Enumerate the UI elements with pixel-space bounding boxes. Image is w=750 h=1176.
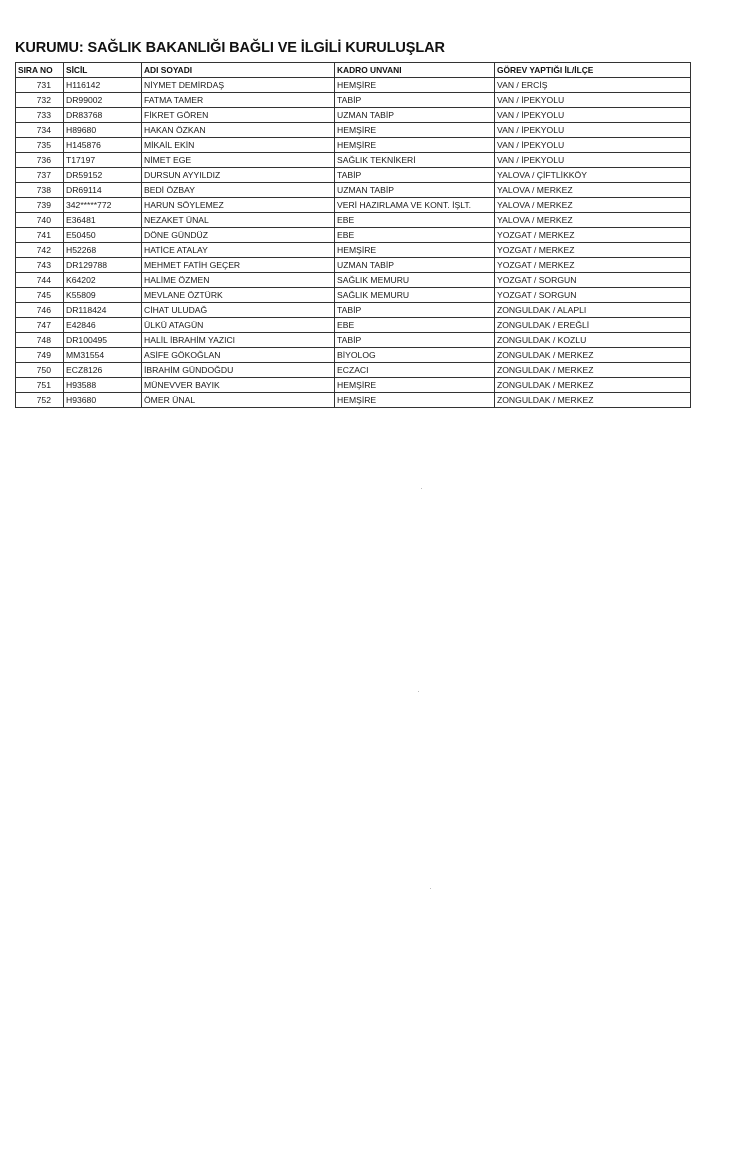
- cell-kadro-unvani: HEMŞİRE: [335, 378, 495, 393]
- cell-gorev-yeri: YOZGAT / MERKEZ: [495, 258, 691, 273]
- cell-kadro-unvani: HEMŞİRE: [335, 243, 495, 258]
- cell-sicil: DR99002: [64, 93, 142, 108]
- cell-gorev-yeri: ZONGULDAK / MERKEZ: [495, 378, 691, 393]
- cell-sira-no: 738: [16, 183, 64, 198]
- cell-adi-soyadi: HALİL İBRAHİM YAZICI: [142, 333, 335, 348]
- cell-adi-soyadi: FİKRET GÖREN: [142, 108, 335, 123]
- cell-adi-soyadi: ÜLKÜ ATAGÜN: [142, 318, 335, 333]
- cell-gorev-yeri: YOZGAT / MERKEZ: [495, 243, 691, 258]
- table-row: [16, 288, 691, 303]
- cell-adi-soyadi: DÖNE GÜNDÜZ: [142, 228, 335, 243]
- cell-adi-soyadi: ÖMER ÜNAL: [142, 393, 335, 408]
- cell-sicil: K55809: [64, 288, 142, 303]
- cell-adi-soyadi: MÜNEVVER BAYIK: [142, 378, 335, 393]
- cell-sira-no: 747: [16, 318, 64, 333]
- table-row: [16, 303, 691, 318]
- cell-gorev-yeri: VAN / İPEKYOLU: [495, 123, 691, 138]
- cell-sira-no: 734: [16, 123, 64, 138]
- cell-gorev-yeri: YALOVA / MERKEZ: [495, 213, 691, 228]
- cell-sicil: DR59152: [64, 168, 142, 183]
- cell-sicil: H145876: [64, 138, 142, 153]
- cell-sicil: MM31554: [64, 348, 142, 363]
- cell-sira-no: 739: [16, 198, 64, 213]
- cell-sicil: DR69114: [64, 183, 142, 198]
- cell-adi-soyadi: MİKAİL EKİN: [142, 138, 335, 153]
- cell-sicil: E50450: [64, 228, 142, 243]
- cell-adi-soyadi: İBRAHİM GÜNDOĞDU: [142, 363, 335, 378]
- cell-gorev-yeri: ZONGULDAK / MERKEZ: [495, 393, 691, 408]
- cell-gorev-yeri: VAN / İPEKYOLU: [495, 138, 691, 153]
- cell-kadro-unvani: UZMAN TABİP: [335, 258, 495, 273]
- cell-adi-soyadi: HALİME ÖZMEN: [142, 273, 335, 288]
- cell-sira-no: 750: [16, 363, 64, 378]
- cell-sicil: H93680: [64, 393, 142, 408]
- cell-sira-no: 736: [16, 153, 64, 168]
- cell-sicil: K64202: [64, 273, 142, 288]
- scan-speck: [418, 691, 419, 692]
- cell-sicil: E36481: [64, 213, 142, 228]
- table-row: [16, 138, 691, 153]
- table-row: [16, 333, 691, 348]
- cell-sira-no: 751: [16, 378, 64, 393]
- cell-adi-soyadi: MEVLANE ÖZTÜRK: [142, 288, 335, 303]
- cell-kadro-unvani: TABİP: [335, 333, 495, 348]
- table-row: [16, 258, 691, 273]
- cell-sira-no: 732: [16, 93, 64, 108]
- cell-kadro-unvani: HEMŞİRE: [335, 393, 495, 408]
- cell-sira-no: 752: [16, 393, 64, 408]
- page-title: KURUMU: SAĞLIK BAKANLIĞI BAĞLI VE İLGİLİ KURULUŞLAR: [15, 40, 445, 56]
- cell-kadro-unvani: HEMŞİRE: [335, 138, 495, 153]
- table-row: [16, 213, 691, 228]
- cell-kadro-unvani: EBE: [335, 228, 495, 243]
- cell-kadro-unvani: EBE: [335, 213, 495, 228]
- table-row: [16, 363, 691, 378]
- table-row: [16, 393, 691, 408]
- cell-gorev-yeri: ZONGULDAK / MERKEZ: [495, 363, 691, 378]
- cell-adi-soyadi: BEDİ ÖZBAY: [142, 183, 335, 198]
- cell-kadro-unvani: SAĞLIK MEMURU: [335, 288, 495, 303]
- cell-kadro-unvani: EBE: [335, 318, 495, 333]
- cell-gorev-yeri: YALOVA / MERKEZ: [495, 198, 691, 213]
- cell-adi-soyadi: HAKAN ÖZKAN: [142, 123, 335, 138]
- cell-gorev-yeri: ZONGULDAK / EREĞLİ: [495, 318, 691, 333]
- cell-adi-soyadi: FATMA TAMER: [142, 93, 335, 108]
- table-row: [16, 108, 691, 123]
- cell-gorev-yeri: YALOVA / ÇİFTLİKKÖY: [495, 168, 691, 183]
- cell-sira-no: 748: [16, 333, 64, 348]
- cell-sira-no: 741: [16, 228, 64, 243]
- cell-gorev-yeri: ZONGULDAK / KOZLU: [495, 333, 691, 348]
- cell-sira-no: 745: [16, 288, 64, 303]
- cell-gorev-yeri: ZONGULDAK / ALAPLI: [495, 303, 691, 318]
- cell-kadro-unvani: UZMAN TABİP: [335, 183, 495, 198]
- cell-sira-no: 749: [16, 348, 64, 363]
- cell-sicil: DR129788: [64, 258, 142, 273]
- table-row: [16, 123, 691, 138]
- cell-kadro-unvani: HEMŞİRE: [335, 123, 495, 138]
- cell-kadro-unvani: UZMAN TABİP: [335, 108, 495, 123]
- table-row: [16, 228, 691, 243]
- cell-sira-no: 744: [16, 273, 64, 288]
- cell-adi-soyadi: NİMET EGE: [142, 153, 335, 168]
- cell-adi-soyadi: CİHAT ULUDAĞ: [142, 303, 335, 318]
- scan-speck: [430, 888, 431, 889]
- cell-adi-soyadi: ASİFE GÖKOĞLAN: [142, 348, 335, 363]
- table-row: [16, 198, 691, 213]
- cell-adi-soyadi: NEZAKET ÜNAL: [142, 213, 335, 228]
- cell-sicil: ECZ8126: [64, 363, 142, 378]
- cell-sicil: DR100495: [64, 333, 142, 348]
- cell-kadro-unvani: SAĞLIK MEMURU: [335, 273, 495, 288]
- table-row: [16, 93, 691, 108]
- table-row: [16, 348, 691, 363]
- header-sicil: SİCİL: [64, 63, 142, 78]
- cell-sicil: H52268: [64, 243, 142, 258]
- cell-gorev-yeri: YOZGAT / MERKEZ: [495, 228, 691, 243]
- cell-sira-no: 731: [16, 78, 64, 93]
- cell-sira-no: 740: [16, 213, 64, 228]
- cell-adi-soyadi: HATİCE ATALAY: [142, 243, 335, 258]
- cell-gorev-yeri: VAN / ERCİŞ: [495, 78, 691, 93]
- cell-gorev-yeri: YOZGAT / SORGUN: [495, 273, 691, 288]
- cell-kadro-unvani: TABİP: [335, 168, 495, 183]
- table-row: [16, 318, 691, 333]
- cell-sira-no: 742: [16, 243, 64, 258]
- header-gorev-yeri: GÖREV YAPTIĞI İL/İLÇE: [495, 63, 691, 78]
- table-header-row: [16, 63, 691, 78]
- cell-sira-no: 743: [16, 258, 64, 273]
- header-adi-soyadi: ADI SOYADI: [142, 63, 335, 78]
- cell-adi-soyadi: DURSUN AYYILDIZ: [142, 168, 335, 183]
- header-kadro-unvani: KADRO UNVANI: [335, 63, 495, 78]
- table-row: [16, 273, 691, 288]
- cell-sicil: H89680: [64, 123, 142, 138]
- cell-kadro-unvani: ECZACI: [335, 363, 495, 378]
- cell-sicil: DR83768: [64, 108, 142, 123]
- cell-gorev-yeri: YALOVA / MERKEZ: [495, 183, 691, 198]
- table-row: [16, 78, 691, 93]
- cell-sicil: E42846: [64, 318, 142, 333]
- cell-sira-no: 746: [16, 303, 64, 318]
- cell-gorev-yeri: VAN / İPEKYOLU: [495, 108, 691, 123]
- cell-gorev-yeri: YOZGAT / SORGUN: [495, 288, 691, 303]
- cell-sicil: T17197: [64, 153, 142, 168]
- cell-sicil: H93588: [64, 378, 142, 393]
- cell-sicil: DR118424: [64, 303, 142, 318]
- table-row: [16, 378, 691, 393]
- header-sira-no: SIRA NO: [16, 63, 64, 78]
- cell-sicil: H116142: [64, 78, 142, 93]
- cell-sira-no: 737: [16, 168, 64, 183]
- cell-sira-no: 733: [16, 108, 64, 123]
- cell-kadro-unvani: TABİP: [335, 93, 495, 108]
- table-body: [16, 78, 691, 408]
- cell-adi-soyadi: HARUN SÖYLEMEZ: [142, 198, 335, 213]
- cell-adi-soyadi: MEHMET FATİH GEÇER: [142, 258, 335, 273]
- table-row: [16, 183, 691, 198]
- cell-sira-no: 735: [16, 138, 64, 153]
- cell-sicil: 342*****772: [64, 198, 142, 213]
- cell-kadro-unvani: HEMŞİRE: [335, 78, 495, 93]
- cell-kadro-unvani: VERİ HAZIRLAMA VE KONT. İŞLT.: [335, 198, 495, 213]
- scan-speck: [421, 488, 422, 489]
- cell-kadro-unvani: BİYOLOG: [335, 348, 495, 363]
- cell-adi-soyadi: NİYMET DEMİRDAŞ: [142, 78, 335, 93]
- cell-gorev-yeri: VAN / İPEKYOLU: [495, 153, 691, 168]
- personnel-table: [15, 62, 691, 408]
- cell-kadro-unvani: SAĞLIK TEKNİKERİ: [335, 153, 495, 168]
- table-row: [16, 243, 691, 258]
- cell-gorev-yeri: VAN / İPEKYOLU: [495, 93, 691, 108]
- cell-gorev-yeri: ZONGULDAK / MERKEZ: [495, 348, 691, 363]
- cell-kadro-unvani: TABİP: [335, 303, 495, 318]
- table-row: [16, 153, 691, 168]
- table-row: [16, 168, 691, 183]
